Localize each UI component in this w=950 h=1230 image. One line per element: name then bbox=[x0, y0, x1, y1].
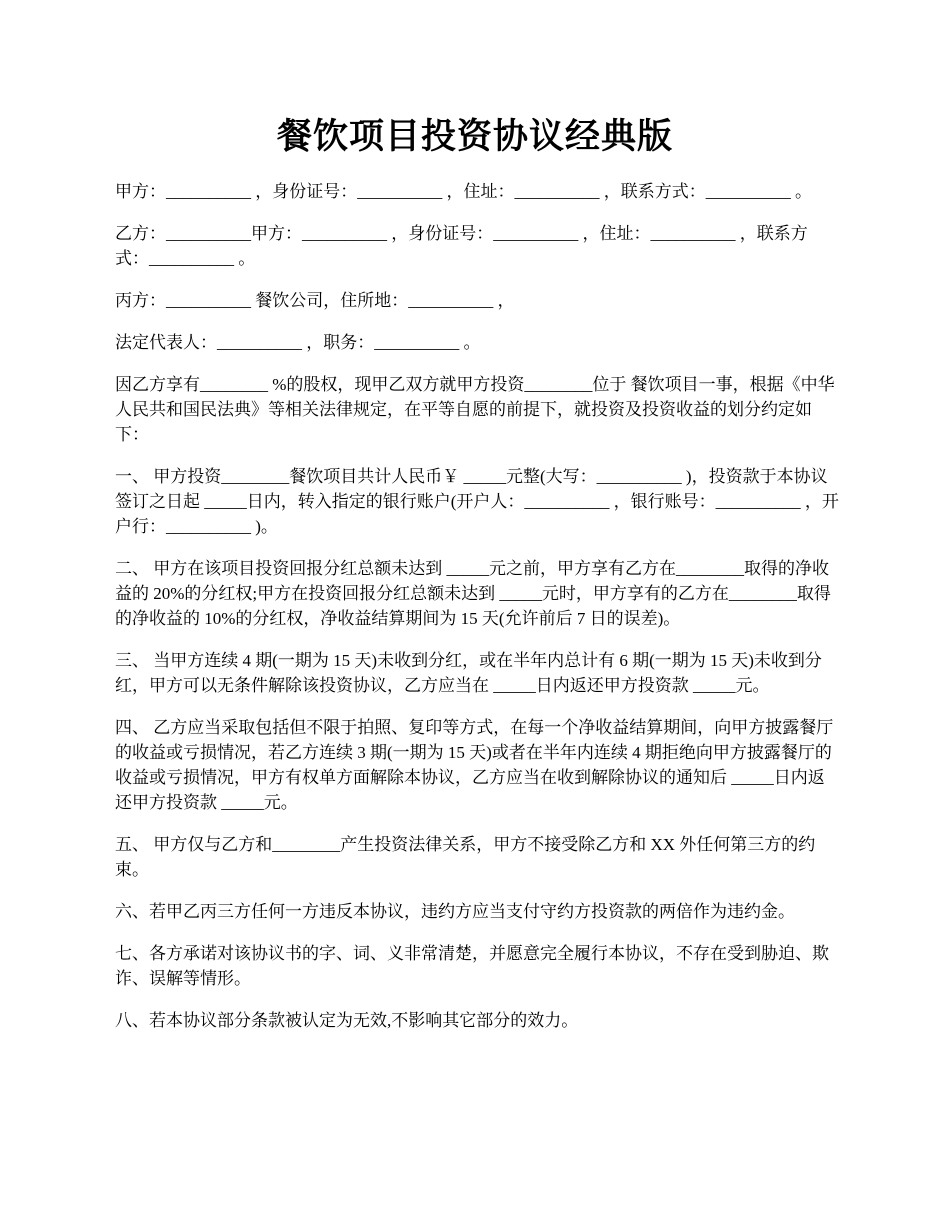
clause-8: 八、若本协议部分条款被认定为无效,不影响其它部分的效力。 bbox=[115, 1011, 579, 1030]
party-c-info: 丙方：__________ 餐饮公司，住所地：__________ ， bbox=[115, 291, 515, 310]
document-body bbox=[115, 179, 840, 1050]
clause-1: 一、 甲方投资________餐饮项目共计人民币￥ _____元整(大写：__________ )，投资款于本协议签订之日起 _____日内，转入指定的银行账户(开户人：__________ ，银行账号：__________ ，开户行：__________ )。 bbox=[115, 467, 839, 536]
party-b-info: 乙方：__________甲方：__________ ，身份证号：__________ ，住址：__________ ，联系方式：__________ 。 bbox=[115, 224, 808, 268]
document-title: 餐饮项目投资协议经典版 bbox=[276, 117, 673, 156]
clause-7: 七、各方承诺对该协议书的字、词、义非常清楚，并愿意完全履行本协议，不存在受到胁迫、欺诈、误解等情形。 bbox=[115, 944, 829, 988]
clause-2: 二、 甲方在该项目投资回报分红总额未达到 _____元之前，甲方享有乙方在________取得的净收益的 20%的分红权;甲方在投资回报分红总额未达到 _____元时，甲方享有的乙方在________取得的净收益的 10%的分红权，净收益结算期间为 15 天(允许前后 7 日的误差)。 bbox=[115, 559, 831, 628]
preamble-paragraph: 因乙方享有________ %的股权，现甲乙双方就甲方投资________位于 餐饮项目一事，根据《中华人民共和国民法典》等相关法律规定，在平等自愿的前提下，就投资及投资收益的划分约定如下： bbox=[115, 375, 835, 444]
clause-4: 四、 乙方应当采取包括但不限于拍照、复印等方式，在每一个净收益结算期间，向甲方披露餐厅的收益或亏损情况，若乙方连续 3 期(一期为 15 天)或者在半年内连续 4 期拒绝向甲方披露餐厅的收益或亏损情况，甲方有权单方面解除本协议，乙方应当在收到解除协议的通知后 _____日内返还甲方投资款 _____元。 bbox=[115, 718, 834, 812]
clause-6: 六、若甲乙丙三方任何一方违反本协议，违约方应当支付守约方投资款的两倍作为违约金。 bbox=[115, 902, 795, 921]
party-a-info: 甲方：__________ ，身份证号：__________ ，住址：__________ ，联系方式：__________ 。 bbox=[115, 182, 812, 201]
legal-representative-info: 法定代表人：__________ ，职务：__________ 。 bbox=[115, 333, 481, 352]
clause-3: 三、 当甲方连续 4 期(一期为 15 天)未收到分红，或在半年内总计有 6 期(一期为 15 天)未收到分红，甲方可以无条件解除该投资协议，乙方应当在 _____日内返还甲方投资款 _____元。 bbox=[115, 651, 822, 695]
clause-5: 五、 甲方仅与乙方和________产生投资法律关系，甲方不接受除乙方和 XX 外任何第三方的约束。 bbox=[115, 835, 816, 879]
